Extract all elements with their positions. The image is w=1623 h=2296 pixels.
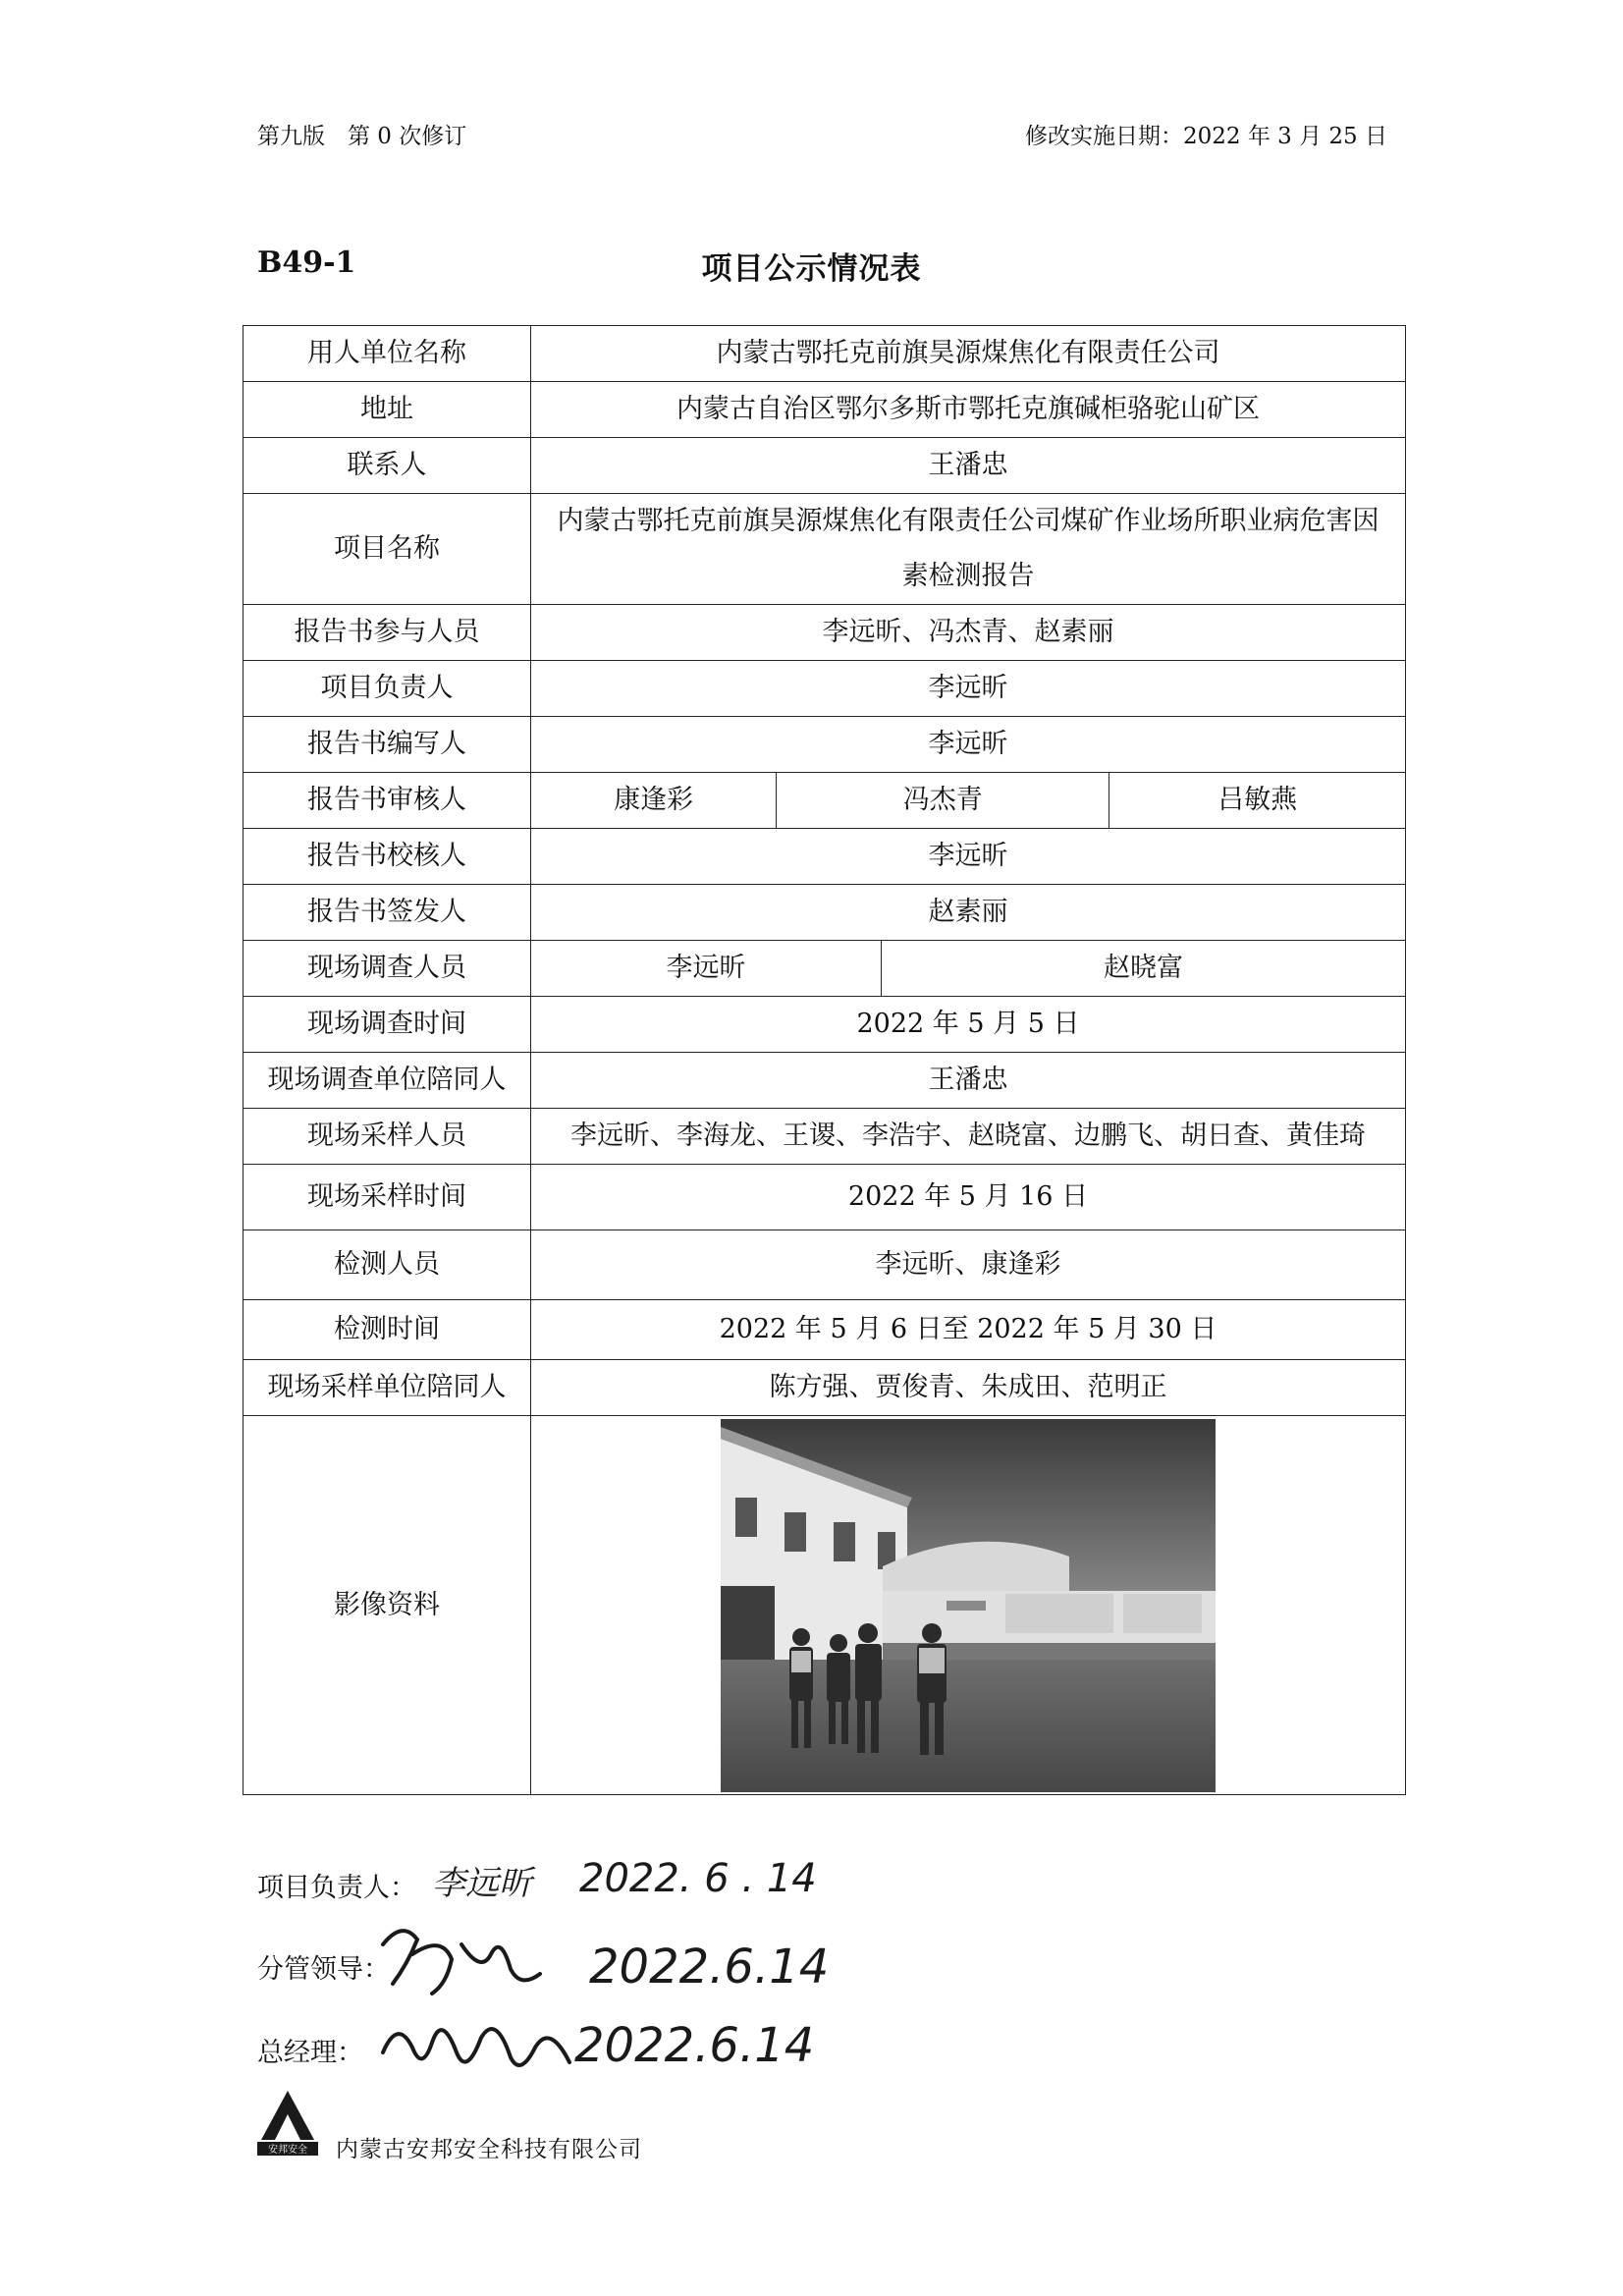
table-row	[243, 1109, 1406, 1165]
table-row	[243, 1416, 1406, 1795]
supervisor-signature	[373, 1915, 560, 2003]
row-label: 现场调查人员	[243, 941, 531, 997]
form-code: B49-1	[257, 246, 356, 280]
gm-signature-label: 总经理：	[257, 2038, 363, 2068]
sampling-time-value: 2022 年 5 月 16 日	[531, 1165, 1406, 1230]
reviewer-2: 冯杰青	[777, 773, 1109, 828]
testing-time-value: 2022 年 5 月 6 日至 2022 年 5 月 30 日	[531, 1300, 1406, 1360]
lead-signature: 李远昕	[432, 1864, 532, 1903]
project-lead-value: 李远昕	[531, 661, 1406, 717]
reviewer-1: 康逢彩	[614, 785, 694, 815]
project-name-value: 内蒙古鄂托克前旗昊源煤焦化有限责任公司煤矿作业场所职业病危害因素检测报告	[531, 494, 1406, 605]
table-row	[243, 605, 1406, 661]
site-photo	[721, 1419, 1216, 1792]
row-label: 地址	[243, 382, 531, 438]
issuer-value: 赵素丽	[531, 885, 1406, 941]
row-label: 报告书编写人	[243, 717, 531, 773]
table-row	[243, 1360, 1406, 1416]
lead-signature-label: 项目负责人：	[257, 1873, 416, 1903]
gm-signature	[373, 2003, 579, 2092]
row-label: 报告书签发人	[243, 885, 531, 941]
survey-staff-cell	[531, 941, 1406, 997]
table-row	[243, 382, 1406, 438]
table-row	[243, 829, 1406, 885]
edition-info: 第九版 第 0 次修订	[257, 124, 467, 149]
table-row	[243, 661, 1406, 717]
project-table	[243, 325, 1406, 1795]
reviewer-3: 吕敏燕	[1109, 773, 1405, 828]
row-label: 用人单位名称	[243, 326, 531, 382]
company-name: 内蒙古安邦安全科技有限公司	[336, 2137, 642, 2162]
table-row	[243, 941, 1406, 997]
row-label: 现场调查单位陪同人	[243, 1053, 531, 1109]
row-label: 联系人	[243, 438, 531, 494]
logo-text: 安邦安全	[268, 2145, 307, 2156]
sampling-escort-value: 陈方强、贾俊青、朱成田、范明正	[531, 1360, 1406, 1416]
table-row	[243, 1300, 1406, 1360]
table-row	[243, 885, 1406, 941]
employer-value: 内蒙古鄂托克前旗昊源煤焦化有限责任公司	[531, 326, 1406, 382]
row-label: 检测人员	[243, 1230, 531, 1300]
row-label: 检测时间	[243, 1300, 531, 1360]
contact-value: 王潘忠	[531, 438, 1406, 494]
form-title: 项目公示情况表	[701, 251, 922, 287]
supervisor-signature-label: 分管领导：	[257, 1954, 390, 1985]
table-row	[243, 326, 1406, 382]
gm-sign-date: 2022.6.14	[574, 2018, 815, 2073]
sampling-staff-value: 李远昕、李海龙、王谡、李浩宇、赵晓富、边鹏飞、胡日查、黄佳琦	[531, 1109, 1406, 1165]
lead-sign-date: 2022. 6 . 14	[579, 1856, 817, 1901]
survey-staff-2: 赵晓富	[882, 941, 1406, 996]
table-row	[243, 1230, 1406, 1300]
survey-staff-1: 李远昕	[666, 953, 746, 983]
effective-date: 修改实施日期：2022 年 3 月 25 日	[1025, 124, 1387, 149]
table-row	[243, 1165, 1406, 1230]
table-row	[243, 717, 1406, 773]
company-logo	[257, 2087, 318, 2156]
site-photo-cell	[531, 1416, 1406, 1795]
reviewers-cell	[531, 773, 1406, 829]
row-label: 影像资料	[243, 1416, 531, 1795]
writer-value: 李远昕	[531, 717, 1406, 773]
row-label: 现场采样单位陪同人	[243, 1360, 531, 1416]
table-row	[243, 1053, 1406, 1109]
row-label: 报告书校核人	[243, 829, 531, 885]
row-label: 项目名称	[243, 494, 531, 605]
survey-time-value: 2022 年 5 月 5 日	[531, 997, 1406, 1053]
testing-staff-value: 李远昕、康逢彩	[531, 1230, 1406, 1300]
supervisor-sign-date: 2022.6.14	[589, 1940, 830, 1995]
row-label: 现场采样时间	[243, 1165, 531, 1230]
row-label: 项目负责人	[243, 661, 531, 717]
table-row	[243, 494, 1406, 605]
table-row	[243, 773, 1406, 829]
survey-escort-value: 王潘忠	[531, 1053, 1406, 1109]
row-label: 报告书参与人员	[243, 605, 531, 661]
row-label: 现场采样人员	[243, 1109, 531, 1165]
participants-value: 李远昕、冯杰青、赵素丽	[531, 605, 1406, 661]
address-value: 内蒙古自治区鄂尔多斯市鄂托克旗碱柜骆驼山矿区	[531, 382, 1406, 438]
row-label: 报告书审核人	[243, 773, 531, 829]
proofreader-value: 李远昕	[531, 829, 1406, 885]
table-row	[243, 997, 1406, 1053]
table-row	[243, 438, 1406, 494]
row-label: 现场调查时间	[243, 997, 531, 1053]
